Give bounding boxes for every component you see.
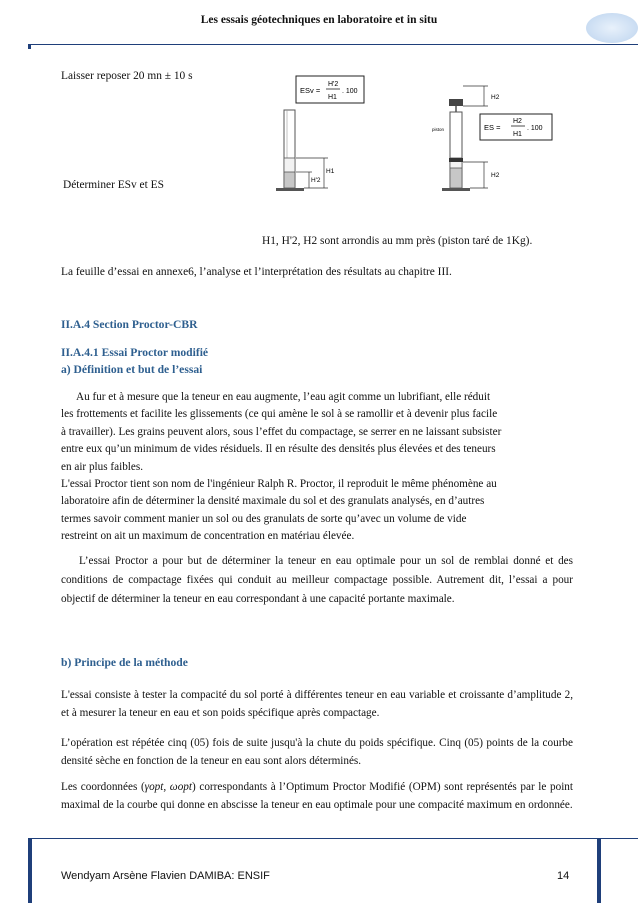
svg-text:ES =: ES = — [484, 123, 501, 132]
header-rule — [28, 44, 638, 45]
paragraph-line: restreint on ait un maximum de concentration en matériau élevée. — [61, 530, 355, 543]
subsection-heading: II.A.4.1 Essai Proctor modifié — [61, 346, 209, 359]
paragraph-line: L'essai Proctor tient son nom de l'ingénieur Ralph R. Proctor, il reproduit le même phénomène au — [61, 478, 497, 491]
footer-author: Wendyam Arsène Flavien DAMIBA: ENSIF — [61, 870, 270, 882]
es-formula-box — [480, 114, 552, 140]
paragraph-line: entre eux qu’un minimum de vides résiduels. Il en résulte des densités plus élevées et des teneurs — [61, 443, 496, 456]
page-number: 14 — [557, 870, 570, 882]
sand-equivalent-diagram — [262, 72, 562, 200]
footer-left-bar — [28, 839, 32, 903]
optimum-coordinates-math: γopt, ωopt — [144, 781, 192, 793]
paragraph-line: les frottements et facilite les glissements (ce qui amène le sol à se ramollir et à devenir plus facile — [61, 408, 498, 421]
esv-formula-box — [296, 76, 364, 103]
svg-text:H1: H1 — [328, 94, 337, 101]
svg-text:H'2: H'2 — [328, 81, 339, 88]
objective-paragraph: L’essai Proctor a pour but de déterminer la teneur en eau optimale pour un sol de remblai donné et des conditions de compactage fixées qui conduit au meilleur compactage possible. Autrement dit, l’essai a pour objectif de déterminer la teneur en eau correspondant à une capacité portante maximale. — [61, 555, 573, 605]
paragraph-line: termes savoir comment manier un sol ou des granulats de sorte qu’avec un volume de vide — [61, 512, 467, 525]
svg-text:H1: H1 — [326, 168, 335, 175]
part-a-heading: a) Définition et but de l’essai — [61, 363, 203, 376]
figure-caption: H1, H'2, H2 sont arrondis au mm près (piston taré de 1Kg). — [262, 235, 533, 247]
paragraph-line: à travailler). Les grains peuvent alors, sous l’effet du compactage, se serrer en ne laissant subsister — [61, 425, 502, 438]
paragraph-line: Au fur et à mesure que la teneur en eau augmente, l’eau agit comme un lubrifiant, elle réduit — [76, 391, 491, 403]
svg-text:H2: H2 — [491, 172, 500, 179]
header-logo-blob — [582, 6, 638, 46]
svg-text:H2: H2 — [491, 94, 500, 101]
header-rule-tick — [28, 44, 31, 49]
definition-paragraph — [61, 389, 581, 546]
section-heading: II.A.4 Section Proctor-CBR — [61, 318, 198, 331]
svg-text:. 100: . 100 — [527, 125, 543, 132]
principle-paragraph-3: Les coordonnées (γopt, ωopt) correspondants à l’Optimum Proctor Modifié (OPM) sont représentés par le point maximal de la courbe qui donne en abscisse la teneur en eau optimale pour une compacité maximum en ordonnée. — [61, 781, 573, 811]
svg-text:ESv =: ESv = — [300, 86, 321, 95]
paragraph-line: laboratoire afin de déterminer la densité maximale du sol et des granulats analysés, en d’autres — [61, 495, 485, 508]
part-b-heading: b) Principe de la méthode — [61, 656, 188, 669]
page-header-title: Les essais géotechniques en laboratoire et in situ — [200, 14, 438, 26]
principle-paragraph-2: L’opération est répétée cinq (05) fois de suite jusqu'à la chute du poids spécifique. Cinq (05) points de la courbe densité sèche en fonction de la teneur en eau sont alors déterminés. — [61, 737, 573, 767]
svg-text:H1: H1 — [513, 131, 522, 138]
principle-paragraph-1: L'essai consiste à tester la compacité du sol porté à différentes teneur en eau variable et croissante d’amplitude 2, et à mesurer la teneur en eau et son poids spécifique après compactage. — [61, 689, 573, 719]
svg-text:. 100: . 100 — [342, 88, 358, 95]
svg-text:H'2: H'2 — [311, 177, 321, 184]
footer-rule — [28, 838, 638, 839]
footer-right-bar — [597, 839, 601, 903]
annex-note: La feuille d’essai en annexe6, l’analyse et l’interprétation des résultats au chapitre III. — [61, 266, 452, 278]
paragraph-line: en air plus faibles. — [61, 460, 144, 473]
svg-text:piston: piston — [432, 127, 445, 132]
wait-instruction: Laisser reposer 20 mn ± 10 s — [61, 70, 193, 82]
determine-instruction: Déterminer ESv et ES — [63, 179, 164, 191]
svg-text:H2: H2 — [513, 118, 522, 125]
left-test-cylinder — [276, 110, 335, 191]
